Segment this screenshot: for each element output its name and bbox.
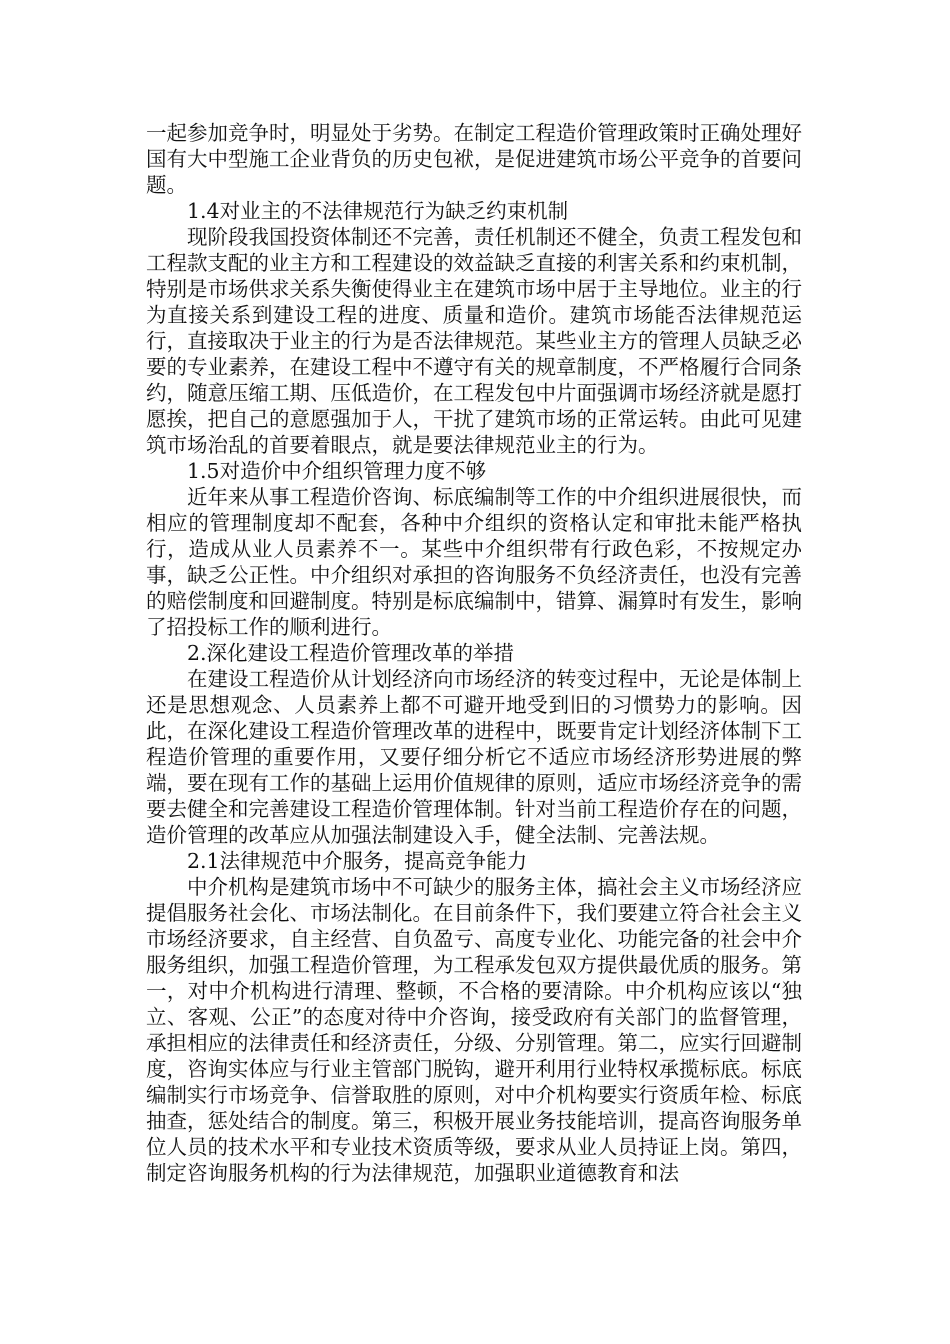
paragraph: 近年来从事工程造价咨询、标底编制等工作的中介组织进展很快，而相应的管理制度却不配套，各种中介组织的资格认定和审批未能严格执行，造成从业人员素养不一。某些中介组织带有行政色彩，不按规定办事，缺乏公正性。中介组织对承担的咨询服务不负经济责任，也没有完善的赔偿制度和回避制度。特别是标底编制中，错算、漏算时有发生，影响了招投标工作的顺利进行。 bbox=[146, 485, 802, 639]
document-body bbox=[146, 120, 802, 1186]
section-heading: 1.5对造价中介组织管理力度不够 bbox=[187, 459, 487, 483]
section-heading: 1.4对业主的不法律规范行为缺乏约束机制 bbox=[187, 199, 569, 223]
section-heading: 2.深化建设工程造价管理改革的举措 bbox=[187, 641, 515, 665]
section-heading: 2.1法律规范中介服务，提高竞争能力 bbox=[187, 849, 528, 873]
paragraph: 中介机构是建筑市场中不可缺少的服务主体，搞社会主义市场经济应提倡服务社会化、市场法制化。在目前条件下，我们要建立符合社会主义市场经济要求，自主经营、自负盈亏、高度专业化、功能完备的社会中介服务组织，加强工程造价管理，为工程承发包双方提供最优质的服务。第一，对中介机构进行清理、整顿，不合格的要清除。中介机构应该以“独立、客观、公正”的态度对待中介咨询，接受政府有关部门的监督管理，承担相应的法律责任和经济责任，分级、分别管理。第二，应实行回避制度，咨询实体应与行业主管部门脱钩，避开利用行业特权承揽标底。标底编制实行市场竞争、信誉取胜的原则，对中介机构要实行资质年检、标底抽查，惩处结合的制度。第三，积极开展业务技能培训，提高咨询服务单位人员的技术水平和专业技术资质等级，要求从业人员持证上岗。第四，制定咨询服务机构的行为法律规范，加强职业道德教育和法 bbox=[146, 875, 802, 1185]
paragraph: 一起参加竞争时，明显处于劣势。在制定工程造价管理政策时正确处理好国有大中型施工企业背负的历史包袱，是促进建筑市场公平竞争的首要问题。 bbox=[146, 121, 802, 197]
paragraph: 在建设工程造价从计划经济向市场经济的转变过程中，无论是体制上还是思想观念、人员素养上都不可避开地受到旧的习惯势力的影响。因此，在深化建设工程造价管理改革的进程中，既要肯定计划经济体制下工程造价管理的重要作用，又要仔细分析它不适应市场经济形势进展的弊端，要在现有工作的基础上运用价值规律的原则，适应市场经济竞争的需要去健全和完善建设工程造价管理体制。针对当前工程造价存在的问题，造价管理的改革应从加强法制建设入手，健全法制、完善法规。 bbox=[146, 667, 802, 847]
paragraph: 现阶段我国投资体制还不完善，责任机制还不健全，负责工程发包和工程款支配的业主方和工程建设的效益缺乏直接的利害关系和约束机制，特别是市场供求关系失衡使得业主在建筑市场中居于主导地位。业主的行为直接关系到建设工程的进度、质量和造价。建筑市场能否法律规范运行，直接取决于业主的行为是否法律规范。某些业主方的管理人员缺乏必要的专业素养，在建设工程中不遵守有关的规章制度，不严格履行合同条约，随意压缩工期、压低造价，在工程发包中片面强调市场经济就是愿打愿挨，把自己的意愿强加于人，干扰了建筑市场的正常运转。由此可见建筑市场治乱的首要着眼点，就是要法律规范业主的行为。 bbox=[146, 225, 802, 457]
